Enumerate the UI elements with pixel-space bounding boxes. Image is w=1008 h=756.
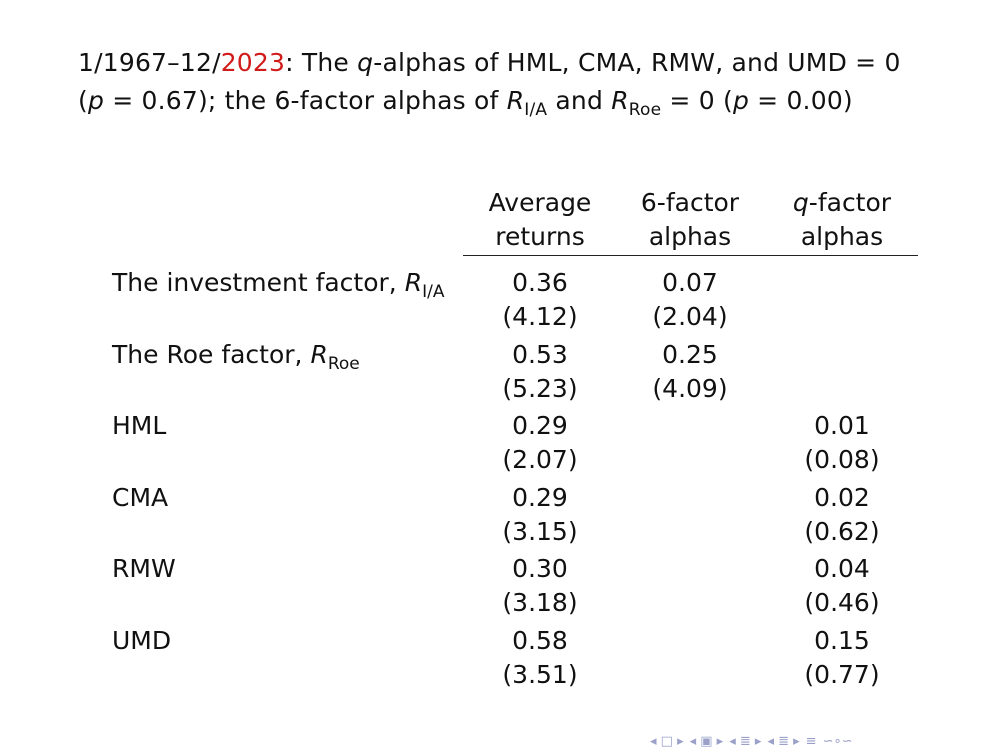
nav-prev-icon[interactable]: ◂ ≣ ▸	[729, 733, 762, 749]
cell-t-stat: (5.23)	[502, 373, 578, 403]
cell-t-stat: (0.62)	[804, 516, 880, 546]
cell-t-stat: (3.51)	[502, 659, 578, 689]
nav-frame-icon[interactable]: ◂ ▣ ▸	[689, 733, 724, 749]
cell-value: 0.15	[814, 625, 870, 655]
header-rule	[463, 255, 918, 256]
title-line-2: (p = 0.67); the 6-factor alphas of $R_{I/A}$ and $R_{Roe} = 0$ (p = 0.00)	[78, 86, 853, 120]
cell-value: 0.07	[662, 268, 718, 297]
table-cell	[470, 481, 610, 549]
cell-t-stat: (4.12)	[502, 302, 578, 331]
cell-value: 0.29	[512, 482, 568, 512]
cell-t-stat: (2.04)	[652, 302, 728, 331]
nav-subsection-icon[interactable]: ∽∘∽	[822, 733, 853, 749]
header-6-factor-alphas: 6-factor alphas	[640, 188, 740, 251]
table-cell	[772, 624, 912, 692]
title-year: 2023	[220, 48, 286, 77]
nav-section-icon[interactable]: ◂ ≣ ▸	[767, 733, 800, 749]
table-cell	[470, 552, 610, 620]
nav-first-icon[interactable]: ◂ □ ▸	[650, 733, 684, 749]
table-cell	[470, 338, 610, 406]
table-cell	[772, 481, 912, 549]
row-label: The investment factor, $R_{I/A}$	[112, 268, 445, 302]
cell-t-stat: (3.18)	[502, 588, 578, 617]
row-label: CMA	[112, 482, 169, 512]
table-cell	[772, 409, 912, 477]
slide-title	[78, 44, 978, 129]
table-cell	[772, 552, 912, 620]
table-cell	[470, 266, 610, 334]
title-line-1: 1/1967–12/2023: The q-alphas of HML, CMA, RMW, and UMD = 0	[78, 48, 901, 77]
header-q-factor-alphas: q-factor alphas	[792, 188, 892, 251]
row-label: The Roe factor, $R_{Roe}$	[112, 339, 360, 374]
cell-value: 0.53	[512, 339, 568, 369]
header-average-returns: Average returns	[488, 188, 592, 251]
cell-t-stat: (0.08)	[804, 445, 880, 474]
cell-value: 0.04	[814, 554, 870, 583]
beamer-navigation	[650, 730, 990, 752]
row-label: RMW	[112, 554, 176, 583]
cell-value: 0.01	[814, 411, 870, 440]
cell-value: 0.30	[512, 554, 568, 583]
cell-t-stat: (3.15)	[502, 516, 578, 546]
table-cell	[470, 409, 610, 477]
nav-next-icon[interactable]: ≡	[805, 733, 817, 749]
cell-value: 0.36	[512, 268, 568, 297]
table-cell	[620, 266, 760, 334]
cell-value: 0.25	[662, 339, 718, 369]
row-label: UMD	[112, 625, 172, 655]
table-cell	[620, 338, 760, 406]
cell-t-stat: (0.46)	[804, 588, 880, 617]
cell-t-stat: (4.09)	[652, 373, 728, 403]
row-label: HML	[112, 411, 167, 440]
cell-t-stat: (2.07)	[502, 445, 578, 474]
cell-value: 0.58	[512, 625, 568, 655]
cell-t-stat: (0.77)	[804, 659, 880, 689]
cell-value: 0.02	[814, 482, 870, 512]
cell-value: 0.29	[512, 411, 568, 440]
table-cell	[470, 624, 610, 692]
